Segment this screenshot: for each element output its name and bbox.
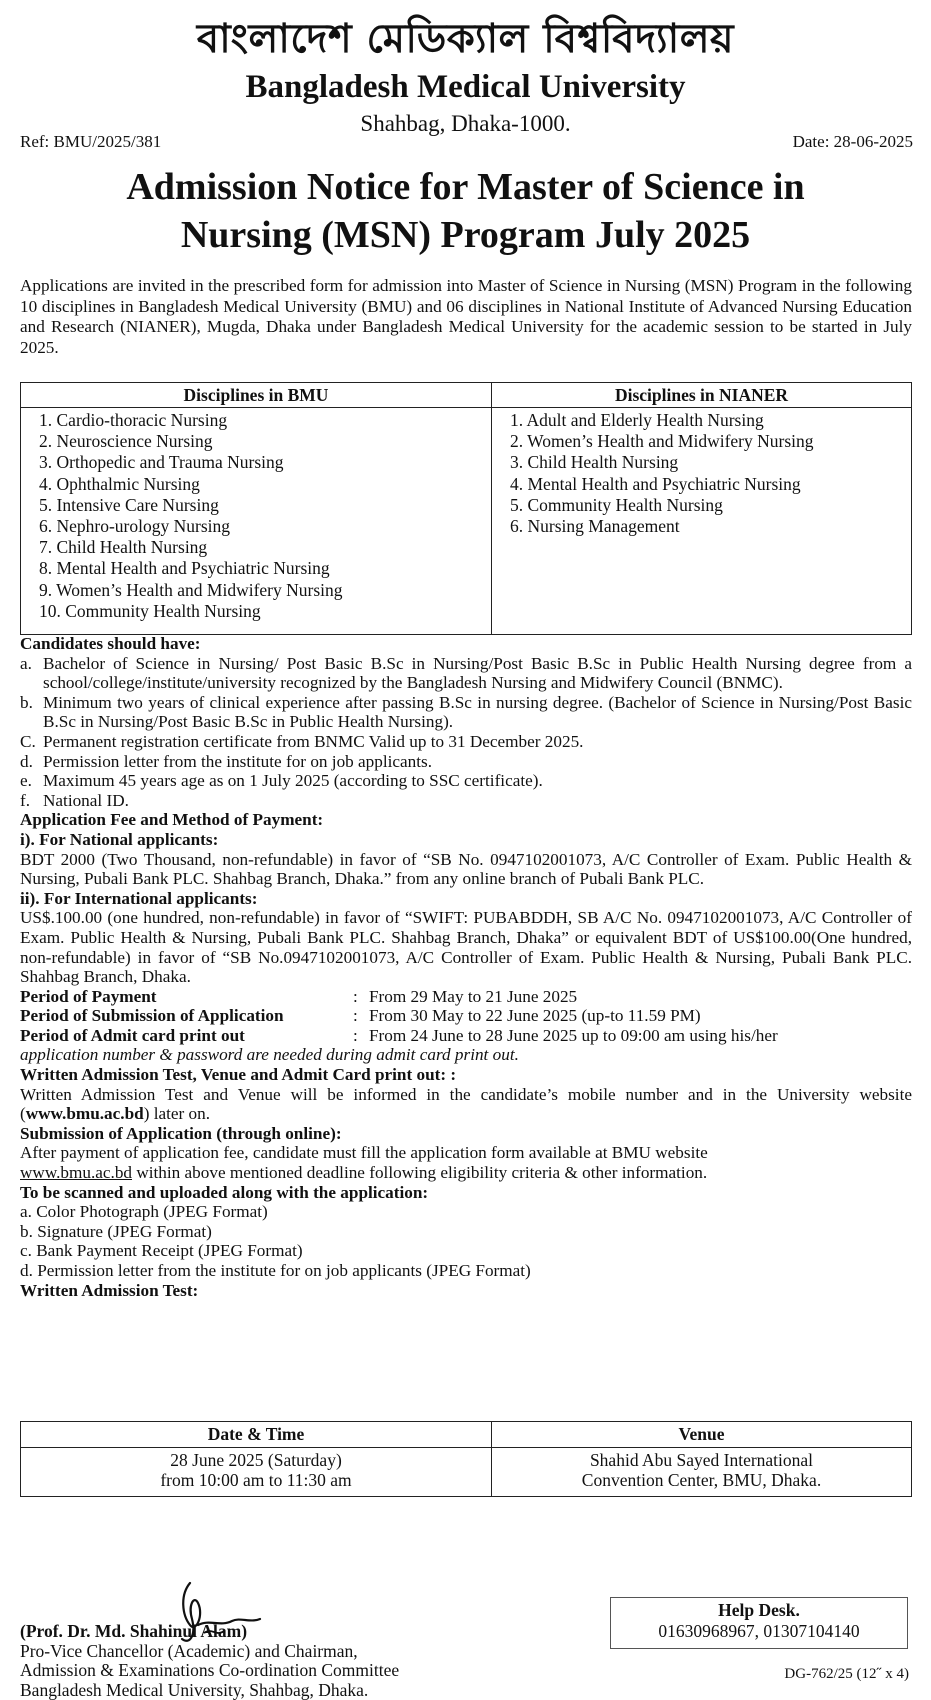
list-item: 6. Nursing Management: [510, 516, 911, 537]
help-desk-box: [610, 1597, 908, 1649]
help-desk-numbers: 01630968967, 01307104140: [611, 1621, 907, 1642]
period-row: Period of Admit card print out : From 24 June to 28 June 2025 up to 09:00 am using his/her: [20, 1026, 912, 1046]
uploads-heading: To be scanned and uploaded along with the application:: [20, 1183, 912, 1203]
upload-item: a. Color Photograph (JPEG Format): [20, 1202, 912, 1222]
bangla-university-title: বাংলাদেশ মেডিক্যাল বিশ্ববিদ্যালয়: [0, 14, 931, 64]
period-row: Period of Payment : From 29 May to 21 June 2025: [20, 987, 912, 1007]
signatory-block: [20, 1622, 399, 1700]
written-venue-heading: Written Admission Test, Venue and Admit Card print out: :: [20, 1065, 912, 1085]
list-item: 3. Child Health Nursing: [510, 452, 911, 473]
website-link[interactable]: www.bmu.ac.bd: [20, 1163, 132, 1182]
nianer-disciplines-header: Disciplines in NIANER: [492, 383, 912, 408]
reference-number: Ref: BMU/2025/381: [20, 132, 161, 152]
candidate-requirement: C. Permanent registration certificate from BNMC Valid up to 31 December 2025.: [20, 732, 912, 752]
list-item: 2. Neuroscience Nursing: [39, 431, 491, 452]
international-fee-text: US$.100.00 (one hundred, non-refundable) in favor of “SWIFT: PUBABDDH, SB A/C No. 0947102001073, A/C Controller of Exam. Public Health & Nursing, Pubali Bank PLC. Shahbag Branch, Dhaka” or equivalent BDT of US$100.00(One hundred, non-refundable) in favor of “SB No.0947102001073, A/C Controller of Exam. Public Health & Nursing, Pubali Bank PLC. Shahbag Branch, Dhaka.: [20, 908, 912, 986]
upload-item: c. Bank Payment Receipt (JPEG Format): [20, 1241, 912, 1261]
main-body: [20, 634, 912, 1300]
list-item: 5. Intensive Care Nursing: [39, 495, 491, 516]
written-test-table: [20, 1421, 912, 1497]
period-row: Period of Submission of Application : From 30 May to 22 June 2025 (up-to 11.59 PM): [20, 1006, 912, 1026]
english-university-title: Bangladesh Medical University: [0, 68, 931, 106]
fee-heading: Application Fee and Method of Payment:: [20, 810, 912, 830]
nianer-disciplines-list: [492, 408, 912, 635]
candidate-requirement: a. Bachelor of Science in Nursing/ Post Basic B.Sc in Nursing/Post Basic B.Sc in Public Health Nursing degree from a school/college/institute/university recognized by the Bangladesh Nursing and Midwifery Council (BNMC).: [20, 654, 912, 693]
list-item: 4. Ophthalmic Nursing: [39, 474, 491, 495]
written-venue-text: Written Admission Test and Venue will be informed in the candidate’s mobile number and in the University website (www.bmu.ac.bd) later on.: [20, 1085, 912, 1124]
admit-card-note: application number & password are needed during admit card print out.: [20, 1045, 912, 1065]
intro-paragraph: Applications are invited in the prescribed form for admission into Master of Science in Nursing (MSN) Program in the following 10 disciplines in Bangladesh Medical University (BMU) and 06 disciplines in National Institute of Advanced Nursing Education and Research (NIANER), Mugda, Dhaka under Bangladesh Medical University for the academic session to be started in July 2025.: [20, 276, 912, 358]
candidate-requirement: d. Permission letter from the institute for on job applicants.: [20, 752, 912, 772]
list-item: 1. Cardio-thoracic Nursing: [39, 410, 491, 431]
list-item: 10. Community Health Nursing: [39, 601, 491, 622]
list-item: 4. Mental Health and Psychiatric Nursing: [510, 474, 911, 495]
signatory-institution: Bangladesh Medical University, Shahbag, Dhaka.: [20, 1681, 399, 1700]
submission-text-line-1: After payment of application fee, candidate must fill the application form available at BMU website: [20, 1143, 912, 1163]
footer-code: DG-762/25 (12˝ x 4): [784, 1665, 909, 1683]
venue-header: Venue: [492, 1422, 912, 1448]
list-item: 6. Nephro-urology Nursing: [39, 516, 491, 537]
written-test-heading: Written Admission Test:: [20, 1281, 912, 1301]
national-applicants-heading: i). For National applicants:: [20, 830, 912, 850]
signatory-committee: Admission & Examinations Co-ordination Committee: [20, 1661, 399, 1681]
international-applicants-heading: ii). For International applicants:: [20, 889, 912, 909]
bmu-disciplines-list: [21, 408, 492, 635]
signatory-name: (Prof. Dr. Md. Shahinul Alam): [20, 1622, 399, 1642]
university-address: Shahbag, Dhaka-1000.: [0, 110, 931, 138]
notice-title-line-1: Admission Notice for Master of Science in: [0, 163, 931, 211]
list-item: 1. Adult and Elderly Health Nursing: [510, 410, 911, 431]
list-item: 9. Women’s Health and Midwifery Nursing: [39, 580, 491, 601]
notice-title: [0, 163, 931, 259]
date-time-header: Date & Time: [21, 1422, 492, 1448]
candidate-requirement: b. Minimum two years of clinical experience after passing B.Sc in nursing degree. (Bachelor of Science in Nursing/Post Basic B.Sc in Nursing/Post Basic B.Sc in Public Health Nursing).: [20, 693, 912, 732]
list-item: 8. Mental Health and Psychiatric Nursing: [39, 558, 491, 579]
help-desk-title: Help Desk.: [611, 1600, 907, 1621]
list-item: 5. Community Health Nursing: [510, 495, 911, 516]
submission-text-line-2: www.bmu.ac.bd within above mentioned deadline following eligibility criteria & other information.: [20, 1163, 912, 1183]
signatory-designation: Pro-Vice Chancellor (Academic) and Chairman,: [20, 1642, 399, 1662]
test-venue-cell: Shahid Abu Sayed International Convention Center, BMU, Dhaka.: [492, 1448, 912, 1497]
upload-item: b. Signature (JPEG Format): [20, 1222, 912, 1242]
test-date-cell: 28 June 2025 (Saturday) from 10:00 am to 11:30 am: [21, 1448, 492, 1497]
national-fee-text: BDT 2000 (Two Thousand, non-refundable) in favor of “SB No. 0947102001073, A/C Controller of Exam. Public Health & Nursing, Pubali Bank PLC. Shahbag Branch, Dhaka.” from any online branch of Pubali Bank PLC.: [20, 850, 912, 889]
bmu-disciplines-header: Disciplines in BMU: [21, 383, 492, 408]
notice-date: Date: 28-06-2025: [793, 132, 913, 152]
disciplines-table: [20, 382, 912, 635]
notice-title-line-2: Nursing (MSN) Program July 2025: [0, 211, 931, 259]
upload-item: d. Permission letter from the institute for on job applicants (JPEG Format): [20, 1261, 912, 1281]
candidate-requirement: e. Maximum 45 years age as on 1 July 2025 (according to SSC certificate).: [20, 771, 912, 791]
list-item: 3. Orthopedic and Trauma Nursing: [39, 452, 491, 473]
list-item: 2. Women’s Health and Midwifery Nursing: [510, 431, 911, 452]
candidate-requirement: f. National ID.: [20, 791, 912, 811]
website-link[interactable]: www.bmu.ac.bd: [26, 1104, 144, 1123]
submission-heading: Submission of Application (through online):: [20, 1124, 912, 1144]
candidates-heading: Candidates should have:: [20, 634, 912, 654]
list-item: 7. Child Health Nursing: [39, 537, 491, 558]
